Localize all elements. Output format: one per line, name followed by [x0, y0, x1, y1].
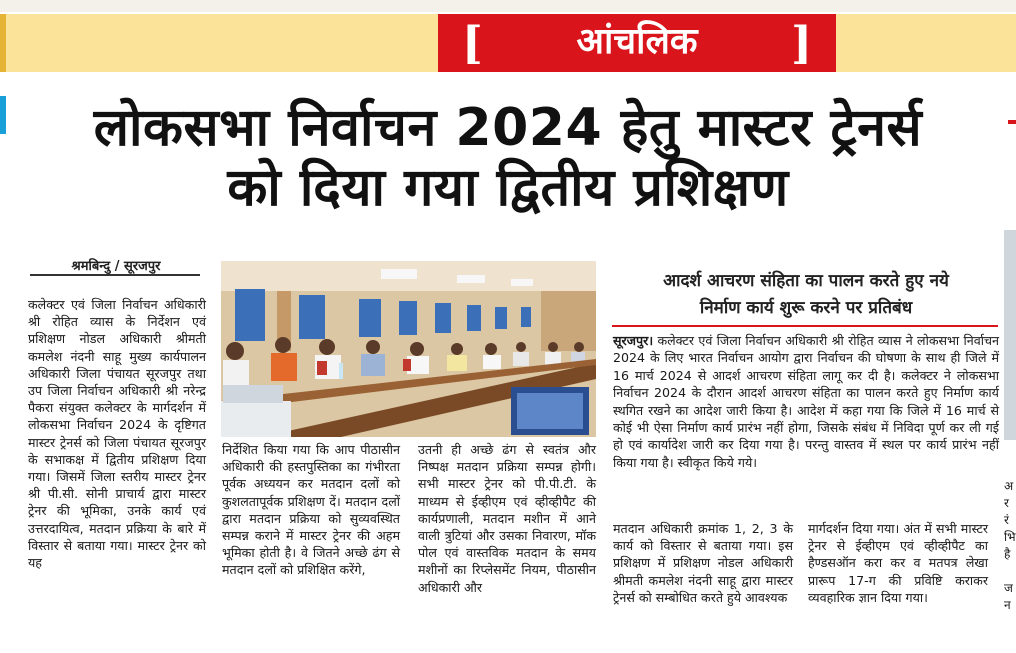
section-header [438, 14, 836, 72]
left-edge-marker [0, 96, 6, 134]
right-edge-marker [1008, 120, 1016, 124]
headline-line-1: लोकसभा निर्वाचन 2024 हेतु मास्टर ट्रेनर्स [93, 98, 923, 158]
page-top-strip [0, 0, 1016, 12]
sidebar-body-text: कलेक्टर एवं जिला निर्वाचन अधिकारी श्री रोहित व्यास ने लोकसभा निर्वाचन 2024 के लिए भारत निर्वाचन आयोग द्वारा निर्वाचन की घोषणा के साथ ही जिले में 16 मार्च 2024 से आदर्श आचरण संहिता लागू कर दी है। कलेक्टर ने लोकसभा निर्वाचन 2024 के दौरान आदर्श आचरण संहिता का पालन करते हुए निर्माण कार्य स्थगित रखने का आदेश जारी किया है। आदेश में कहा गया कि जिले में 16 मार्च से कोई भी ऐसा निर्माण कार्य प्रारंभ नहीं होगा, जिसके संबंध में निविदा पूर्ण कर ली गई हो एवं कार्यादेश जारी कर दिया गया है। परन्तु वास्तव में स्थल पर कार्य प्रारंभ नहीं किया गया है। स्वीकृत किये गये। [613, 333, 999, 470]
section-title: आंचलिक [576, 21, 698, 62]
headline-line-2: को दिया गया द्वितीय प्रशिक्षण [227, 158, 789, 218]
sidebar-headline-line-1: आदर्श आचरण संहिता का पालन करते हुए नये [663, 271, 949, 291]
training-photo-illustration [221, 261, 596, 437]
neighbor-photo-fragment [1004, 230, 1016, 440]
banner-left-edge [0, 14, 6, 72]
sidebar-headline [612, 268, 1000, 322]
neighbor-article-text: अ र रं भि है ज न [1004, 479, 1016, 612]
sidebar-dateline: सूरजपुर। [613, 333, 654, 348]
section-bracket-left: [ [462, 18, 483, 69]
byline-rule [30, 274, 200, 276]
article-column-1: कलेक्टर एवं जिला निर्वाचन अधिकारी श्री रोहित व्यास के निर्देशन एवं प्रशिक्षण नोडल अधिकारी श्रीमती कमलेश नंदनी साहू मुख्य कार्यपालन अधिकारी जिला पंचायत सूरजपुर तथा उप जिला निर्वाचन अधिकारी श्री नरेन्द्र पैकरा संयुक्त कलेक्टर के मार्गदर्शन में लोकसभा निर्वाचन 2024 के दृष्टिगत मास्टर ट्रेनर्स को जिला पंचायत सूरजपुर के सभाकक्ष में द्वितीय प्रशिक्षण दिया गया। जिसमें जिला स्तरीय मास्टर ट्रेनर श्री पी.सी. सोनी प्राचार्य द्वारा मास्टर ट्रेनर की भूमिका, उनके कार्य एवं उत्तरदायित्व, मतदान प्रक्रिया के बारे में विस्तार से बताया गया। मास्टर ट्रेनर को यह [28, 297, 206, 571]
training-photo [221, 261, 596, 437]
neighbor-article-fragment [1004, 478, 1016, 614]
byline: श्रमबिन्दु / सूरजपुर [71, 259, 161, 274]
sidebar-body [613, 332, 999, 471]
section-bracket-right: ] [791, 18, 812, 69]
article-column-4: मतदान अधिकारी क्रमांक 1, 2, 3 के कार्य को विस्तार से बताया गया। इस प्रशिक्षण में प्रशिक्षण नोडल अधिकारी श्रीमती कमलेश नंदनी साहू द्वारा मास्टर ट्रेनर्स को सम्बोधित करते हुये आवश्यक [613, 521, 793, 605]
headline [20, 98, 996, 218]
sidebar-headline-line-2: निर्माण कार्य शुरू करने पर प्रतिबंध [699, 298, 913, 318]
article-column-2: निर्देशित किया गया कि आप पीठासीन अधिकारी की हस्तपुस्तिका का गंभीरता पूर्वक अध्ययन कर मतदान दलों को कुशलतापूर्वक प्रशिक्षण दें। मतदान दलों द्वारा मतदान प्रक्रिया को सुव्यवस्थित सम्पन्न कराने में मास्टर ट्रेनर की अहम भूमिका होती है। वे जितने अच्छे ढंग से मतदान दलों को प्रशिक्षित करेंगे, [222, 442, 400, 578]
article-column-3: उतनी ही अच्छे ढंग से स्वतंत्र और निष्पक्ष मतदान प्रक्रिया सम्पन्न होगी। सभी मास्टर ट्रेनर को पी.पी.टी. के माध्यम से ईव्हीएम एवं व्हीव्हीपैट की कार्यप्रणाली, मतदान मशीन में आने वाली त्रुटियां और उसका निवारण, मॉक पोल एवं वास्तविक मतदान के समय मशीनों का रिप्लेसमेंट नियम, पीठासीन अधिकारी और [418, 442, 596, 595]
article-column-5: मार्गदर्शन दिया गया। अंत में सभी मास्टर ट्रेनर से ईव्हीएम एवं व्हीव्हीपैट का हैण्डसऑन करा कर व मतपत्र लेखा प्रारूप 17-ग की प्रविष्टि कराकर व्यवहारिक ज्ञान दिया गया। [808, 521, 988, 605]
sidebar-rule [612, 325, 998, 327]
